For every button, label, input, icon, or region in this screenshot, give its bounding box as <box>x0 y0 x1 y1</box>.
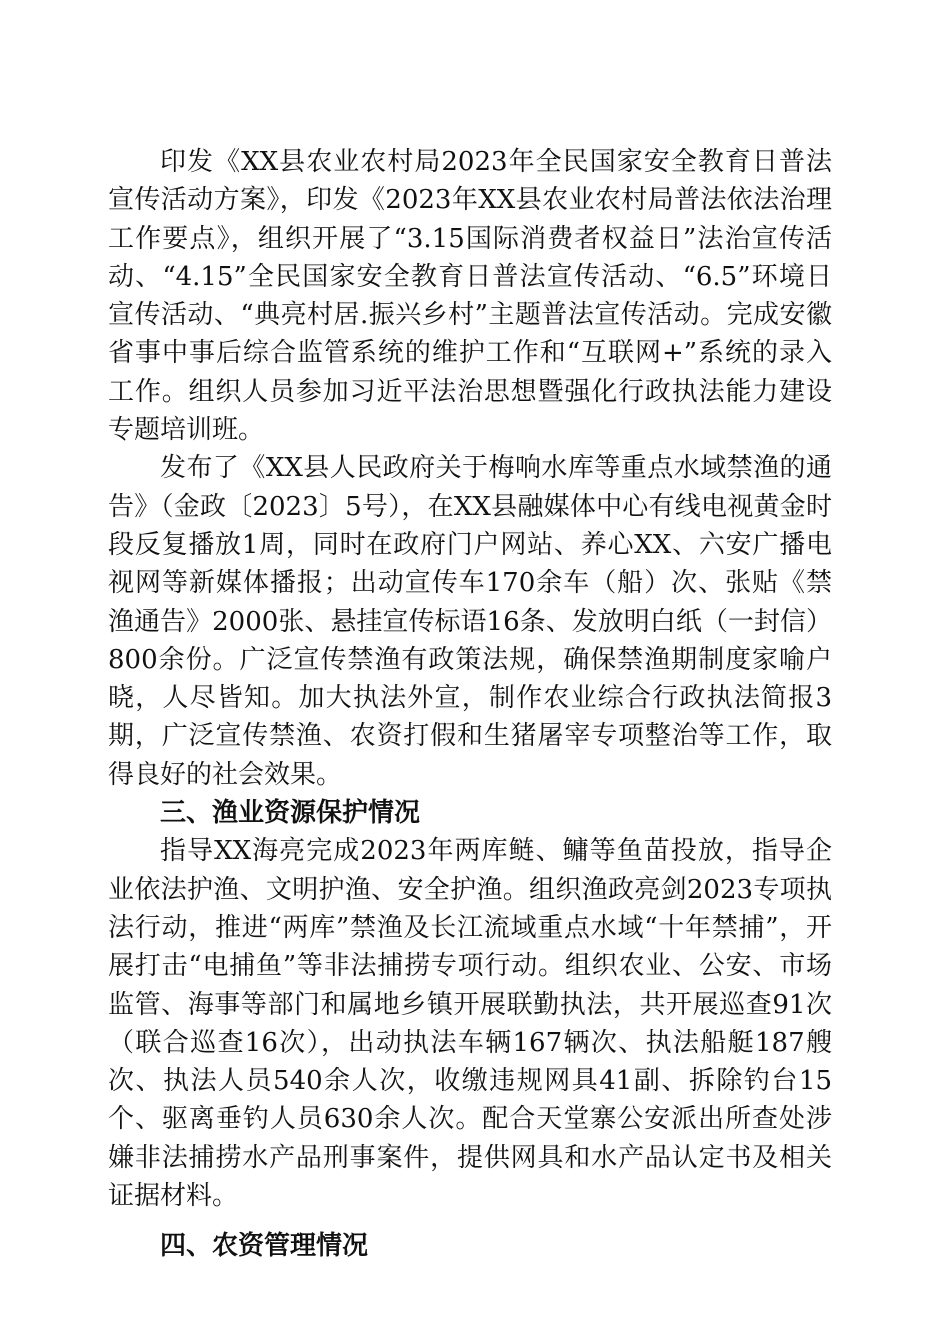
paragraph-legal-publicity: 印发《XX县农业农村局2023年全民国家安全教育日普法宣传活动方案》，印发《2023年XX县农业农村局普法依法治理工作要点》，组织开展了“3.15国际消费者权益日”法治宣传活动、“4.15”全民国家安全教育日普法宣传活动、“6.5”环境日宣传活动、“典亮村居.振兴乡村”主题普法宣传活动。完成安徽省事中事后综合监管系统的维护工作和“互联网+”系统的录入工作。组织人员参加习近平法治思想暨强化行政执法能力建设专题培训班。 <box>108 147 832 446</box>
paragraph-fishing-ban-notice: 发布了《XX县人民政府关于梅响水库等重点水域禁渔的通告》（金政〔2023〕5号），在XX县融媒体中心有线电视黄金时段反复播放1周，同时在政府门户网站、养心XX、六安广播电视网等新媒体播报；出动宣传车170余车（船）次、张贴《禁渔通告》2000张、悬挂宣传标语16条、发放明白纸（一封信）800余份。广泛宣传禁渔有政策法规，确保禁渔期制度家喻户晓，人尽皆知。加大执法外宣，制作农业综合行政执法简报3期，广泛宣传禁渔、农资打假和生猪屠宰专项整治等工作，取得良好的社会效果。 <box>108 453 832 790</box>
section-heading-fishery-protection: 三、渔业资源保护情况 <box>160 798 421 829</box>
paragraph-fishery-protection: 指导XX海亮完成2023年两库鲢、鳙等鱼苗投放，指导企业依法护渔、文明护渔、安全护渔。组织渔政亮剑2023专项执法行动，推进“两库”禁渔及长江流域重点水域“十年禁捕”，开展打击“电捕鱼”等非法捕捞专项行动。组织农业、公安、市场监管、海事等部门和属地乡镇开展联勤执法，共开展巡查91次（联合巡查16次），出动执法车辆167辆次、执法船艇187艘次、执法人员540余人次，收缴违规网具41副、拆除钓台15个、驱离垂钓人员630余人次。配合天堂寨公安派出所查处涉嫌非法捕捞水产品刑事案件，提供网具和水产品认定书及相关证据材料。 <box>108 836 832 1212</box>
document-body <box>108 143 832 1266</box>
section-heading-agri-supplies: 四、农资管理情况 <box>160 1231 369 1262</box>
